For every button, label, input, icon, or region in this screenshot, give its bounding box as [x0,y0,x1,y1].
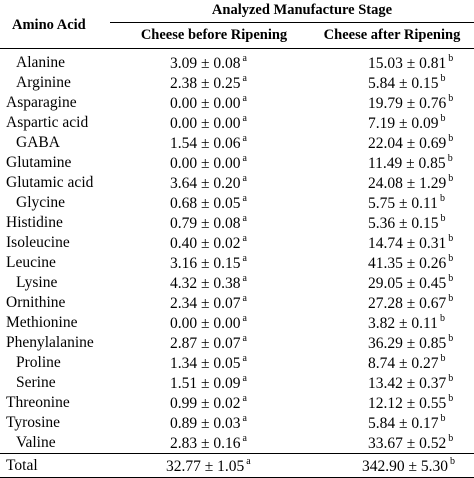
after-ripening-superscript: b [448,173,454,184]
before-ripening-superscript: a [242,413,247,424]
before-ripening-cell [110,313,290,333]
header-before-ripening: Cheese before Ripening [110,23,290,49]
before-ripening-superscript: a [242,233,247,244]
table-row [0,413,474,433]
after-ripening-cell [290,393,474,413]
after-ripening-value: 29.05 ± 0.45 [368,275,447,292]
total-after-superscript: b [450,456,456,467]
before-ripening-superscript: a [242,313,247,324]
after-ripening-cell [290,433,474,454]
after-ripening-value: 15.03 ± 0.81 [368,55,447,72]
after-ripening-superscript: b [448,293,454,304]
before-ripening-cell [110,433,290,454]
after-ripening-cell [290,233,474,253]
before-ripening-superscript: a [242,353,247,364]
amino-acid-table [0,2,474,478]
after-ripening-superscript: b [447,153,453,164]
total-label: Total [0,454,110,478]
table-row [0,353,474,373]
before-ripening-value: 0.99 ± 0.02 [170,395,241,412]
table-row [0,173,474,193]
before-ripening-cell [110,193,290,213]
after-ripening-cell [290,49,474,74]
amino-acid-name: Phenylalanine [6,334,94,351]
before-ripening-value: 3.16 ± 0.15 [170,255,241,272]
before-ripening-cell [110,413,290,433]
after-ripening-cell [290,333,474,353]
after-ripening-superscript: b [439,193,445,204]
header-amino-acid: Amino Acid [0,2,110,49]
before-ripening-value: 3.64 ± 0.20 [170,175,241,192]
before-ripening-superscript: a [242,213,247,224]
header-after-ripening: Cheese after Ripening [290,23,474,49]
after-ripening-value: 7.19 ± 0.09 [368,115,439,132]
before-ripening-value: 3.09 ± 0.08 [170,55,241,72]
after-ripening-value: 3.82 ± 0.11 [368,315,438,332]
before-ripening-superscript: a [242,373,247,384]
before-ripening-value: 0.40 ± 0.02 [170,235,241,252]
after-ripening-cell [290,253,474,273]
amino-acid-name: Threonine [6,394,70,411]
after-ripening-value: 11.49 ± 0.85 [368,155,446,172]
after-ripening-superscript: b [440,73,446,84]
after-ripening-value: 14.74 ± 0.31 [368,235,447,252]
after-ripening-value: 5.75 ± 0.11 [368,195,438,212]
after-ripening-superscript: b [448,333,454,344]
after-ripening-cell [290,373,474,393]
after-ripening-superscript: b [440,213,446,224]
before-ripening-superscript: a [242,53,247,64]
total-before-value: 32.77 ± 1.05 [166,458,245,475]
table-row [0,293,474,313]
before-ripening-cell [110,273,290,293]
after-ripening-superscript: b [440,353,446,364]
after-ripening-superscript: b [448,273,454,284]
before-ripening-cell [110,373,290,393]
table-row [0,133,474,153]
total-before-cell [110,454,290,478]
table-row [0,73,474,93]
table-row [0,253,474,273]
before-ripening-value: 2.87 ± 0.07 [170,335,241,352]
after-ripening-cell [290,153,474,173]
after-ripening-superscript: b [448,133,454,144]
before-ripening-value: 2.83 ± 0.16 [170,435,241,452]
before-ripening-cell [110,113,290,133]
before-ripening-value: 1.54 ± 0.06 [170,135,241,152]
before-ripening-superscript: a [242,73,247,84]
before-ripening-superscript: a [242,393,247,404]
before-ripening-superscript: a [242,253,247,264]
before-ripening-cell [110,253,290,273]
amino-acid-name: Glutamine [6,154,72,171]
after-ripening-value: 12.12 ± 0.55 [368,395,447,412]
before-ripening-value: 0.79 ± 0.08 [170,215,241,232]
table-row [0,373,474,393]
after-ripening-cell [290,113,474,133]
after-ripening-superscript: b [448,93,454,104]
after-ripening-value: 24.08 ± 1.29 [368,175,447,192]
before-ripening-cell [110,73,290,93]
after-ripening-cell [290,213,474,233]
after-ripening-value: 8.74 ± 0.27 [368,355,439,372]
amino-acid-name: Histidine [6,214,63,231]
before-ripening-superscript: a [242,133,247,144]
after-ripening-cell [290,73,474,93]
before-ripening-superscript: a [242,433,247,444]
before-ripening-cell [110,133,290,153]
after-ripening-value: 27.28 ± 0.67 [368,295,447,312]
amino-acid-name: Proline [16,354,61,371]
after-ripening-value: 22.04 ± 0.69 [368,135,447,152]
amino-acid-name: Asparagine [6,94,77,111]
amino-acid-name: Tyrosine [6,414,61,431]
total-before-superscript: a [246,456,251,467]
amino-acid-name: Serine [16,374,56,391]
table-row [0,93,474,113]
table-row [0,153,474,173]
after-ripening-superscript: b [440,413,446,424]
before-ripening-value: 0.00 ± 0.00 [170,155,241,172]
before-ripening-cell [110,393,290,413]
table-row [0,193,474,213]
before-ripening-superscript: a [242,93,247,104]
amino-acid-name: Methionine [6,314,78,331]
table-row [0,49,474,74]
after-ripening-value: 5.84 ± 0.17 [368,415,439,432]
before-ripening-cell [110,233,290,253]
after-ripening-value: 36.29 ± 0.85 [368,335,447,352]
before-ripening-superscript: a [242,193,247,204]
before-ripening-cell [110,49,290,74]
after-ripening-cell [290,413,474,433]
amino-acid-name: Alanine [16,54,66,71]
before-ripening-value: 1.34 ± 0.05 [170,355,241,372]
after-ripening-superscript: b [439,313,445,324]
before-ripening-value: 4.32 ± 0.38 [170,275,241,292]
amino-acid-name: Glycine [16,194,66,211]
total-after-value: 342.90 ± 5.30 [362,458,449,475]
table-row [0,213,474,233]
before-ripening-cell [110,153,290,173]
total-after-cell [290,454,474,478]
after-ripening-value: 5.36 ± 0.15 [368,215,439,232]
after-ripening-value: 19.79 ± 0.76 [368,95,447,112]
before-ripening-superscript: a [242,333,247,344]
amino-acid-name: Isoleucine [6,234,70,251]
before-ripening-value: 1.51 ± 0.09 [170,375,241,392]
after-ripening-superscript: b [448,373,454,384]
before-ripening-value: 0.89 ± 0.03 [170,415,241,432]
header-analyzed-stage: Analyzed Manufacture Stage [110,2,474,23]
table-row [0,233,474,253]
amino-acid-name: Ornithine [6,294,66,311]
after-ripening-cell [290,133,474,153]
before-ripening-cell [110,353,290,373]
before-ripening-cell [110,173,290,193]
table-row [0,433,474,454]
after-ripening-cell [290,193,474,213]
after-ripening-cell [290,353,474,373]
amino-acid-name: Lysine [16,274,58,291]
after-ripening-superscript: b [448,393,454,404]
table-row [0,273,474,293]
amino-acid-name: Valine [16,434,56,451]
after-ripening-superscript: b [448,433,454,444]
before-ripening-superscript: a [242,153,247,164]
table-row [0,333,474,353]
before-ripening-superscript: a [242,293,247,304]
after-ripening-cell [290,93,474,113]
before-ripening-value: 0.68 ± 0.05 [170,195,241,212]
before-ripening-cell [110,213,290,233]
after-ripening-superscript: b [448,53,454,64]
amino-acid-name: GABA [16,134,60,151]
after-ripening-cell [290,273,474,293]
after-ripening-value: 33.67 ± 0.52 [368,435,447,452]
before-ripening-superscript: a [242,273,247,284]
after-ripening-cell [290,293,474,313]
before-ripening-cell [110,293,290,313]
table-footer [0,454,474,478]
before-ripening-value: 0.00 ± 0.00 [170,315,241,332]
before-ripening-value: 0.00 ± 0.00 [170,95,241,112]
table-body [0,49,474,454]
before-ripening-value: 2.38 ± 0.25 [170,75,241,92]
amino-acid-name: Leucine [6,254,56,271]
before-ripening-cell [110,93,290,113]
table-row [0,393,474,413]
before-ripening-superscript: a [242,173,247,184]
before-ripening-value: 0.00 ± 0.00 [170,115,241,132]
after-ripening-cell [290,173,474,193]
after-ripening-cell [290,313,474,333]
table-header [0,2,474,49]
after-ripening-superscript: b [440,113,446,124]
after-ripening-value: 41.35 ± 0.26 [368,255,447,272]
before-ripening-value: 2.34 ± 0.07 [170,295,241,312]
before-ripening-cell [110,333,290,353]
after-ripening-value: 13.42 ± 0.37 [368,375,447,392]
amino-acid-name: Glutamic acid [6,174,94,191]
amino-acid-name: Arginine [16,74,71,91]
total-row [0,454,474,478]
table-row [0,313,474,333]
after-ripening-superscript: b [448,253,454,264]
amino-acid-name: Aspartic acid [6,114,89,131]
after-ripening-value: 5.84 ± 0.15 [368,75,439,92]
table-row [0,113,474,133]
before-ripening-superscript: a [242,113,247,124]
after-ripening-superscript: b [448,233,454,244]
